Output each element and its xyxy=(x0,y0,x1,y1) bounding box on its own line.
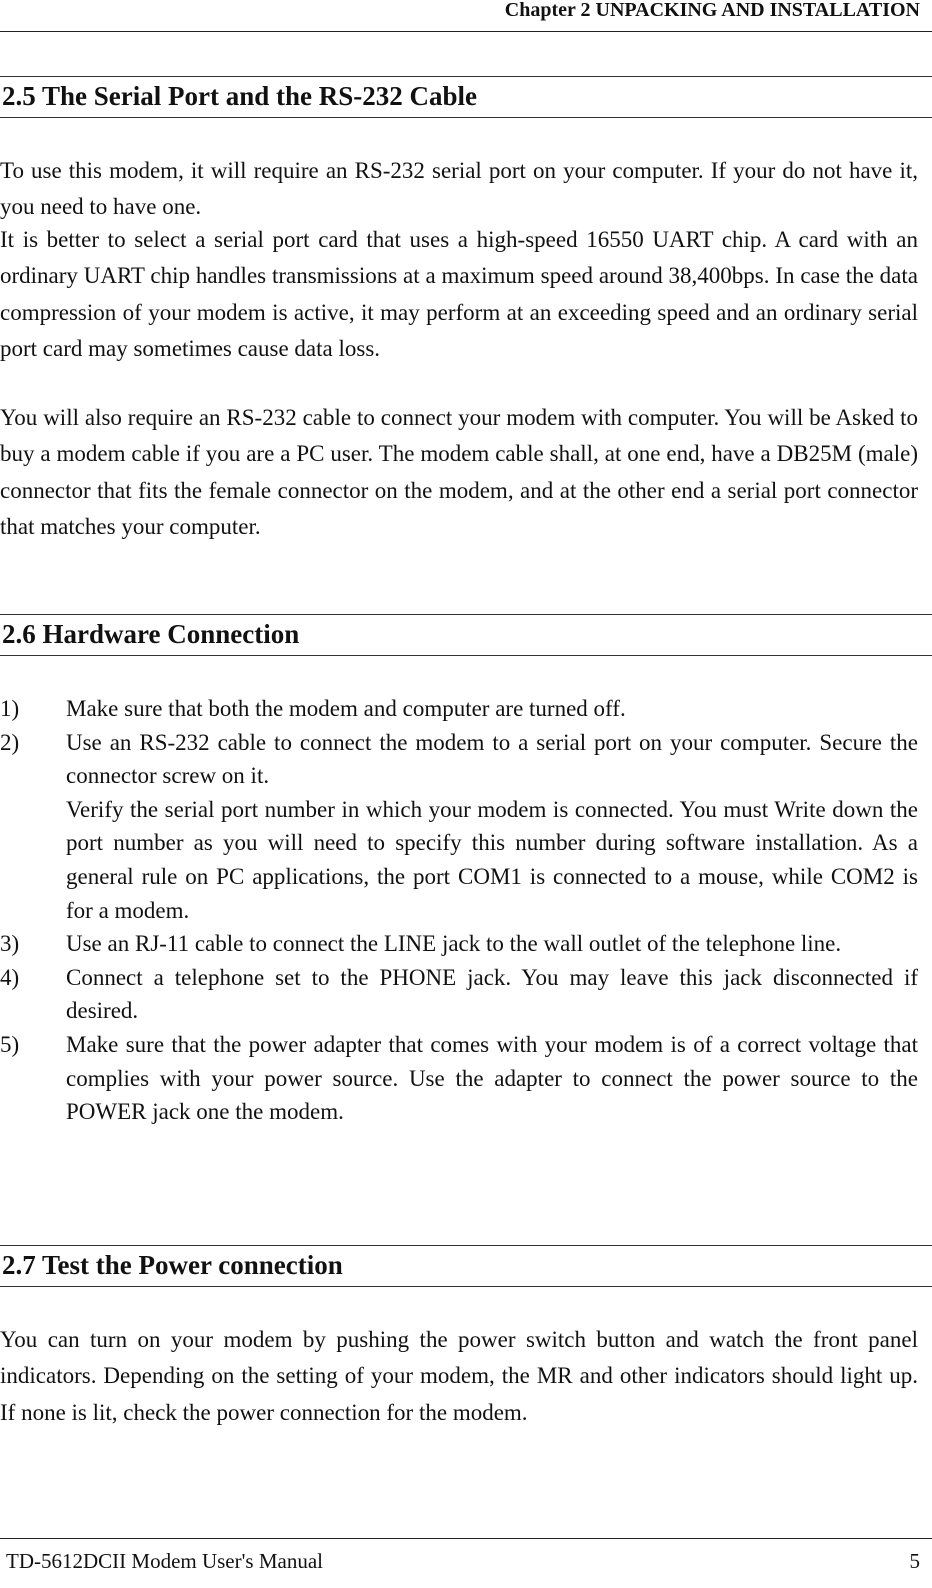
step-number: 5) xyxy=(0,1031,20,1057)
step-number: 1) xyxy=(0,696,20,721)
step-text: Make sure that the power adapter that comes with your modem is of a correct voltage that complies with your power source. Use the adapter to connect the power source to the POWER jack one the modem. xyxy=(66,1031,918,1125)
manual-title: TD-5612DCII Modem User's Manual xyxy=(6,1549,323,1573)
paragraph-serial-port-requirement: To use this modem, it will require an RS-232 serial port on your computer. If your do not have it, you need to have one. xyxy=(0,158,918,220)
paragraph-uart-chip: It is better to select a serial port card that uses a high-speed 16550 UART chip. A card with an ordinary UART chip handles transmissions at a maximum speed around 38,400bps. In case the data compression of your modem is active, it may perform at an exceeding speed and an ordinary serial port card may sometimes cause data loss. xyxy=(0,227,918,362)
list-item xyxy=(0,927,918,961)
chapter-title: Chapter 2 UNPACKING AND INSTALLATION xyxy=(504,0,920,21)
paragraph-power-test: You can turn on your modem by pushing the power switch button and watch the front panel indicators. Depending on the setting of your modem, the MR and other indicators should light up. If none is lit, check the power connection for the modem. xyxy=(0,1327,918,1425)
step-text: Use an RS-232 cable to connect the modem to a serial port on your computer. Secure the connector screw on it. xyxy=(66,729,918,789)
step-note: Verify the serial port number in which your modem is connected. You must Write down the port number as you will need to specify this number during software installation. As a general rule on PC applications, the port COM1 is connected to a mouse, while COM2 is for a modem. xyxy=(66,796,918,923)
section-heading-2-5: 2.5 The Serial Port and the RS-232 Cable xyxy=(0,76,932,118)
step-number: 2) xyxy=(0,729,20,755)
footer-divider xyxy=(0,1538,932,1539)
list-item xyxy=(0,961,918,1028)
list-item xyxy=(0,726,918,928)
hardware-connection-steps xyxy=(0,692,918,1129)
step-text: Use an RJ-11 cable to connect the LINE jack to the wall outlet of the telephone line. xyxy=(66,931,842,957)
page-number: 5 xyxy=(909,1549,920,1573)
header-divider xyxy=(0,31,932,32)
section-heading-2-6: 2.6 Hardware Connection xyxy=(0,614,932,656)
step-number: 3) xyxy=(0,931,20,957)
paragraph-rs232-cable: You will also require an RS-232 cable to connect your modem with computer. You will be Asked to buy a modem cable if you are a PC user. The modem cable shall, at one end, have a DB25M (male) connector that fits the female connector on the modem, and at the other end a serial port connector that matches your computer. xyxy=(0,405,918,540)
step-number: 4) xyxy=(0,964,20,990)
page-footer xyxy=(6,1546,920,1576)
step-text: Make sure that both the modem and computer are turned off. xyxy=(66,696,626,721)
section-heading-2-7: 2.7 Test the Power connection xyxy=(0,1245,932,1287)
list-item xyxy=(0,692,918,726)
step-text: Connect a telephone set to the PHONE jack. You may leave this jack disconnected if desired. xyxy=(66,964,918,1024)
list-item xyxy=(0,1028,918,1129)
